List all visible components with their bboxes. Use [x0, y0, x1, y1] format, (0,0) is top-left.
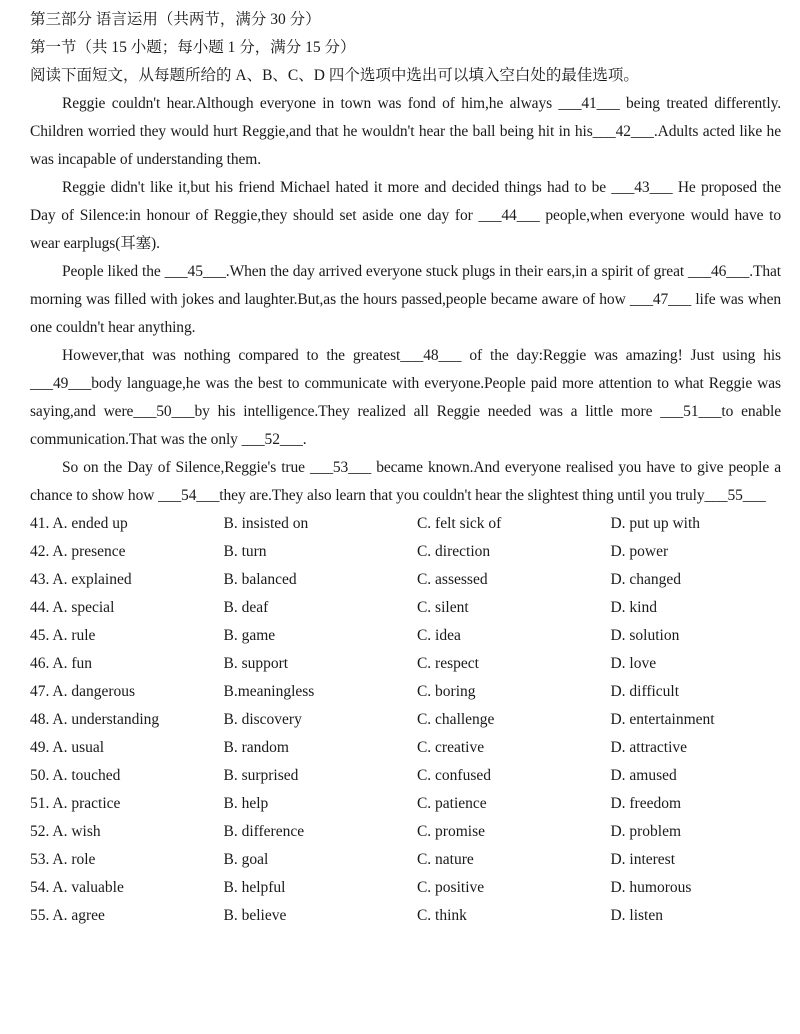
- option-d: D. freedom: [610, 795, 682, 812]
- option-b: B. insisted on: [223, 515, 309, 532]
- option-c: C. patience: [416, 795, 487, 812]
- question-row: [30, 706, 780, 734]
- option-b: B. surprised: [223, 767, 299, 784]
- question-row: [30, 734, 780, 762]
- option-c: C. creative: [416, 739, 485, 756]
- passage-paragraph: Reggie didn't like it,but his friend Michael hated it more and decided things had to be ___43___ He proposed the Day of Silence:in honour of Reggie,they should set aside one day for ___44___ people,when everyone would have to wear earplugs(耳塞).: [30, 179, 781, 252]
- option-b: B. deaf: [223, 599, 269, 616]
- option-b: B. difference: [223, 823, 305, 840]
- option-c: C. direction: [416, 543, 491, 560]
- option-a: 55. A. agree: [30, 907, 105, 924]
- option-a: 48. A. understanding: [30, 711, 160, 728]
- passage-paragraph: However,that was nothing compared to the greatest___48___ of the day:Reggie was amazing! Just using his ___49___body language,he was the best to communicate with everyone.People paid more attention to what Reggie was saying,and were___50___by his intelligence.They realized all Reggie needed was a little more ___51___to enable communication.That was the only ___52___.: [30, 347, 781, 448]
- option-d: D. interest: [610, 851, 676, 868]
- option-b: B. random: [223, 739, 289, 756]
- option-c: C. respect: [416, 655, 479, 672]
- option-b: B. support: [223, 655, 289, 672]
- option-b: B. goal: [223, 851, 269, 868]
- option-b: B. help: [223, 795, 269, 812]
- option-a: 47. A. dangerous: [30, 683, 136, 700]
- question-row: [30, 510, 780, 538]
- passage-paragraph: Reggie couldn't hear.Although everyone in town was fond of him,he always ___41___ being treated differently. Children worried they would hurt Reggie,and that he wouldn't hear the ball being hit in his___42___.Adults acted like he was incapable of understanding them.: [30, 95, 781, 168]
- section-title: 第一节（共 15 小题；每小题 1 分，满分 15 分）: [30, 39, 356, 56]
- option-d: D. put up with: [610, 515, 701, 532]
- question-row: [30, 678, 780, 706]
- option-a: 54. A. valuable: [30, 879, 124, 896]
- option-c: C. promise: [416, 823, 485, 840]
- option-c: C. assessed: [416, 571, 488, 588]
- option-c: C. felt sick of: [416, 515, 502, 532]
- option-d: D. amused: [610, 767, 677, 784]
- option-a: 51. A. practice: [30, 795, 121, 812]
- question-row: [30, 762, 780, 790]
- question-row: [30, 818, 780, 846]
- option-c: C. boring: [416, 683, 476, 700]
- option-a: 46. A. fun: [30, 655, 92, 672]
- options-list: [30, 510, 780, 930]
- option-d: D. entertainment: [610, 711, 715, 728]
- option-b: B. balanced: [223, 571, 297, 588]
- option-b: B.meaningless: [223, 683, 315, 700]
- option-d: D. changed: [610, 571, 682, 588]
- question-row: [30, 902, 780, 930]
- question-row: [30, 566, 780, 594]
- option-d: D. love: [610, 655, 657, 672]
- option-b: B. turn: [223, 543, 267, 560]
- question-row: [30, 846, 780, 874]
- option-a: 44. A. special: [30, 599, 115, 616]
- option-c: C. confused: [416, 767, 492, 784]
- option-c: C. nature: [416, 851, 474, 868]
- option-d: D. humorous: [610, 879, 692, 896]
- question-row: [30, 538, 780, 566]
- cloze-passage: [30, 90, 780, 510]
- option-a: 53. A. role: [30, 851, 96, 868]
- option-d: D. power: [610, 543, 669, 560]
- option-d: D. problem: [610, 823, 682, 840]
- question-row: [30, 622, 780, 650]
- option-a: 49. A. usual: [30, 739, 105, 756]
- passage-paragraph: People liked the ___45___.When the day arrived everyone stuck plugs in their ears,in a spirit of great ___46___.That morning was filled with jokes and laughter.But,as the hours passed,people became aware of how ___47___ life was when one couldn't hear anything.: [30, 263, 781, 336]
- question-row: [30, 874, 780, 902]
- option-a: 50. A. touched: [30, 767, 121, 784]
- question-row: [30, 790, 780, 818]
- option-a: 45. A. rule: [30, 627, 96, 644]
- option-b: B. helpful: [223, 879, 286, 896]
- part-title: 第三部分 语言运用（共两节，满分 30 分）: [30, 11, 321, 28]
- option-d: D. solution: [610, 627, 680, 644]
- option-d: D. difficult: [610, 683, 680, 700]
- option-b: B. discovery: [223, 711, 302, 728]
- option-a: 52. A. wish: [30, 823, 101, 840]
- option-d: D. attractive: [610, 739, 688, 756]
- passage-paragraph: So on the Day of Silence,Reggie's true ___53___ became known.And everyone realised you have to give people a chance to show how ___54___they are.They also learn that you couldn't hear the slightest thing until you truly___55___: [30, 459, 781, 504]
- option-a: 42. A. presence: [30, 543, 126, 560]
- option-d: D. kind: [610, 599, 657, 616]
- question-row: [30, 650, 780, 678]
- option-c: C. idea: [416, 627, 461, 644]
- option-a: 43. A. explained: [30, 571, 132, 588]
- option-a: 41. A. ended up: [30, 515, 128, 532]
- option-c: C. silent: [416, 599, 469, 616]
- option-d: D. listen: [610, 907, 663, 924]
- question-row: [30, 594, 780, 622]
- option-b: B. believe: [223, 907, 287, 924]
- instructions: 阅读下面短文，从每题所给的 A、B、C、D 四个选项中选出可以填入空白处的最佳选项。: [30, 67, 639, 84]
- option-c: C. positive: [416, 879, 485, 896]
- option-c: C. think: [416, 907, 467, 924]
- option-b: B. game: [223, 627, 276, 644]
- option-c: C. challenge: [416, 711, 495, 728]
